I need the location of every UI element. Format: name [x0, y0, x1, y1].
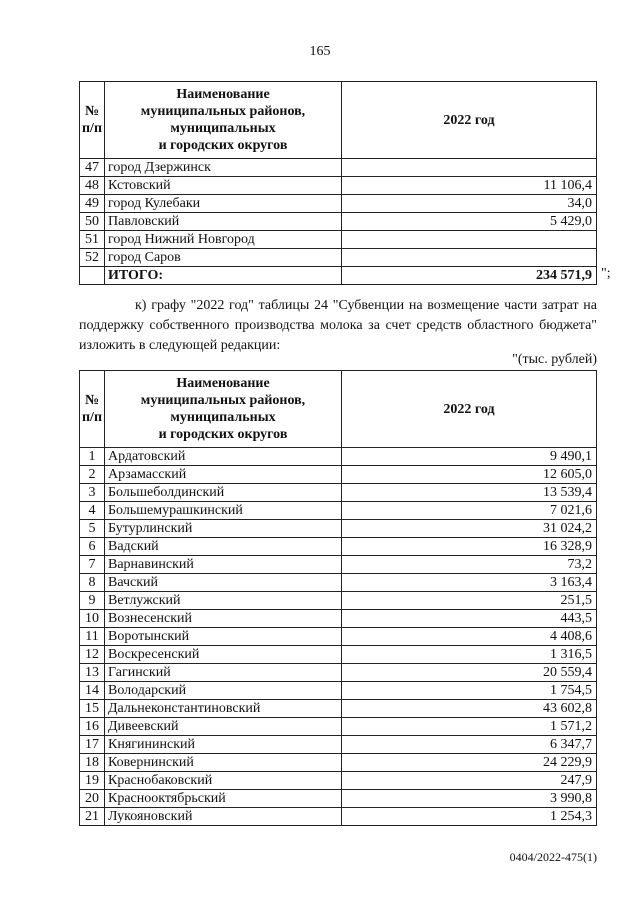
table-row	[80, 736, 597, 754]
row-name-cell: Вадский	[105, 538, 342, 556]
row-number-cell: 3	[80, 484, 105, 502]
table-row	[80, 556, 597, 574]
table-row	[80, 610, 597, 628]
row-name-cell: Краснобаковский	[105, 772, 342, 790]
row-value-cell: 9 490,1	[342, 448, 597, 466]
row-name-cell: Кстовский	[105, 177, 342, 195]
row-number-cell: 8	[80, 574, 105, 592]
row-value-cell	[342, 231, 597, 249]
table1-header-row	[80, 82, 597, 159]
row-number-cell: 14	[80, 682, 105, 700]
table-row	[80, 249, 597, 267]
paragraph-text: к) графу "2022 год" таблицы 24 "Субвенции на возмещение части затрат на поддержку собственного производства молока за счет средств областного бюджета" изложить в следующей редакции:	[79, 298, 597, 353]
table-row	[80, 772, 597, 790]
table-row	[80, 448, 597, 466]
total-label-cell: ИТОГО:	[105, 267, 342, 285]
row-number-cell: 47	[80, 159, 105, 177]
row-name-cell: Большеболдинский	[105, 484, 342, 502]
row-name-cell: Вачский	[105, 574, 342, 592]
row-name-cell: Павловский	[105, 213, 342, 231]
row-name-cell: Гагинский	[105, 664, 342, 682]
table-row	[80, 664, 597, 682]
table-row	[80, 520, 597, 538]
row-value-cell: 443,5	[342, 610, 597, 628]
table1-body	[80, 82, 597, 285]
table-row	[80, 682, 597, 700]
table-row	[80, 574, 597, 592]
table-row	[80, 159, 597, 177]
row-name-cell: Дивеевский	[105, 718, 342, 736]
row-value-cell: 251,5	[342, 592, 597, 610]
row-name-cell: Володарский	[105, 682, 342, 700]
table-milk-subsidies	[79, 370, 597, 826]
row-name-cell: город Саров	[105, 249, 342, 267]
table-row	[80, 195, 597, 213]
row-name-cell: Краснооктябрьский	[105, 790, 342, 808]
closing-quote: ";	[601, 266, 611, 281]
row-value-cell: 1 254,3	[342, 808, 597, 826]
row-name-cell: город Кулебаки	[105, 195, 342, 213]
row-number-cell: 48	[80, 177, 105, 195]
header-name-cell: Наименование муниципальных районов, муниципальных и городских округов	[105, 371, 342, 448]
total-num-cell	[80, 267, 105, 285]
header-year-cell: 2022 год	[342, 371, 597, 448]
row-value-cell: 13 539,4	[342, 484, 597, 502]
row-value-cell: 43 602,8	[342, 700, 597, 718]
row-value-cell: 7 021,6	[342, 502, 597, 520]
row-name-cell: город Нижний Новгород	[105, 231, 342, 249]
header-year-cell: 2022 год	[342, 82, 597, 159]
row-value-cell: 12 605,0	[342, 466, 597, 484]
row-name-cell: Ардатовский	[105, 448, 342, 466]
table-row	[80, 502, 597, 520]
table-row	[80, 538, 597, 556]
table2-body	[80, 371, 597, 826]
total-row	[80, 267, 597, 285]
row-value-cell: 16 328,9	[342, 538, 597, 556]
row-value-cell: 3 990,8	[342, 790, 597, 808]
row-number-cell: 5	[80, 520, 105, 538]
row-number-cell: 4	[80, 502, 105, 520]
row-number-cell: 19	[80, 772, 105, 790]
row-number-cell: 49	[80, 195, 105, 213]
row-name-cell: Дальнеконстантиновский	[105, 700, 342, 718]
row-value-cell: 31 024,2	[342, 520, 597, 538]
row-number-cell: 51	[80, 231, 105, 249]
row-name-cell: Воротынский	[105, 628, 342, 646]
row-value-cell: 4 408,6	[342, 628, 597, 646]
units-label: "(тыс. рублей)	[512, 352, 597, 367]
row-number-cell: 10	[80, 610, 105, 628]
table-row	[80, 231, 597, 249]
row-name-cell: Ковернинский	[105, 754, 342, 772]
row-value-cell: 5 429,0	[342, 213, 597, 231]
total-value-cell: 234 571,9	[342, 267, 597, 285]
table-row	[80, 808, 597, 826]
row-value-cell	[342, 249, 597, 267]
row-value-cell: 247,9	[342, 772, 597, 790]
row-value-cell: 20 559,4	[342, 664, 597, 682]
table-row	[80, 466, 597, 484]
table-row	[80, 646, 597, 664]
row-value-cell: 6 347,7	[342, 736, 597, 754]
row-name-cell: город Дзержинск	[105, 159, 342, 177]
table-row	[80, 754, 597, 772]
row-number-cell: 11	[80, 628, 105, 646]
header-num-cell: № п/п	[80, 82, 105, 159]
table-row	[80, 177, 597, 195]
row-name-cell: Вознесенский	[105, 610, 342, 628]
page-number: 165	[309, 44, 331, 59]
row-number-cell: 7	[80, 556, 105, 574]
row-value-cell	[342, 159, 597, 177]
row-number-cell: 6	[80, 538, 105, 556]
row-name-cell: Ветлужский	[105, 592, 342, 610]
table-row	[80, 790, 597, 808]
row-name-cell: Большемурашкинский	[105, 502, 342, 520]
table-subsidies-continued	[79, 81, 597, 285]
table-row	[80, 484, 597, 502]
row-value-cell: 11 106,4	[342, 177, 597, 195]
row-name-cell: Княгининский	[105, 736, 342, 754]
row-number-cell: 2	[80, 466, 105, 484]
table-row	[80, 213, 597, 231]
table-row	[80, 700, 597, 718]
row-value-cell: 73,2	[342, 556, 597, 574]
row-number-cell: 50	[80, 213, 105, 231]
row-name-cell: Арзамасский	[105, 466, 342, 484]
row-value-cell: 1 754,5	[342, 682, 597, 700]
row-number-cell: 17	[80, 736, 105, 754]
header-num-cell: № п/п	[80, 371, 105, 448]
table-row	[80, 718, 597, 736]
row-name-cell: Бутурлинский	[105, 520, 342, 538]
row-name-cell: Лукояновский	[105, 808, 342, 826]
row-number-cell: 20	[80, 790, 105, 808]
header-name-cell: Наименование муниципальных районов, муниципальных и городских округов	[105, 82, 342, 159]
table-row	[80, 592, 597, 610]
row-name-cell: Варнавинский	[105, 556, 342, 574]
row-number-cell: 15	[80, 700, 105, 718]
amendment-paragraph	[79, 296, 597, 356]
table2-header-row	[80, 371, 597, 448]
row-name-cell: Воскресенский	[105, 646, 342, 664]
table-row	[80, 628, 597, 646]
row-number-cell: 18	[80, 754, 105, 772]
row-number-cell: 52	[80, 249, 105, 267]
row-value-cell: 1 316,5	[342, 646, 597, 664]
row-number-cell: 9	[80, 592, 105, 610]
row-value-cell: 1 571,2	[342, 718, 597, 736]
document-code: 0404/2022-475(1)	[509, 850, 597, 864]
row-number-cell: 16	[80, 718, 105, 736]
row-number-cell: 1	[80, 448, 105, 466]
row-number-cell: 12	[80, 646, 105, 664]
row-value-cell: 24 229,9	[342, 754, 597, 772]
row-value-cell: 3 163,4	[342, 574, 597, 592]
row-number-cell: 13	[80, 664, 105, 682]
row-value-cell: 34,0	[342, 195, 597, 213]
row-number-cell: 21	[80, 808, 105, 826]
